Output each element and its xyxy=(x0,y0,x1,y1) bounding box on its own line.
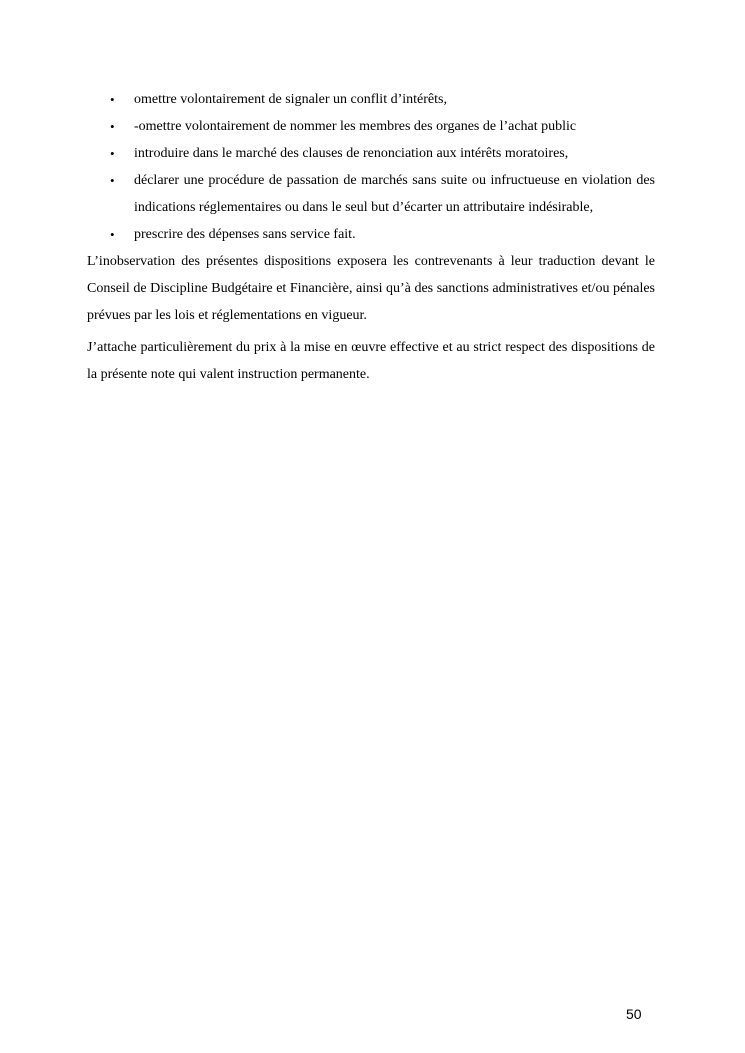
list-item xyxy=(87,167,655,221)
list-item-text: omettre volontairement de signaler un conflit d’intérêts, xyxy=(134,92,447,107)
page-content xyxy=(87,86,655,388)
list-item-text: introduire dans le marché des clauses de renonciation aux intérêts moratoires, xyxy=(134,146,569,161)
list-item-text: prescrire des dépenses sans service fait. xyxy=(134,227,356,242)
bullet-list xyxy=(87,86,655,248)
list-item-text: déclarer une procédure de passation de marchés sans suite ou infructueuse en violation des indications réglementaires ou dans le seul but d’écarter un attributaire indésirable, xyxy=(134,173,655,215)
paragraph-sanctions: L’inobservation des présentes dispositions exposera les contrevenants à leur traduction devant le Conseil de Discipline Budgétaire et Financière, ainsi qu’à des sanctions administratives et/ou pénales prévues par les lois et réglementations en vigueur. xyxy=(87,254,655,323)
bullet-icon: • xyxy=(110,173,115,188)
list-item xyxy=(87,140,655,167)
list-item xyxy=(87,113,655,140)
list-item xyxy=(87,86,655,113)
bullet-icon: • xyxy=(110,227,115,242)
bullet-icon: • xyxy=(110,119,115,134)
list-item xyxy=(87,221,655,248)
bullet-icon: • xyxy=(110,146,115,161)
bullet-icon: • xyxy=(110,92,115,107)
page-number: 50 xyxy=(626,1006,642,1022)
list-item-text: -omettre volontairement de nommer les membres des organes de l’achat public xyxy=(134,119,577,134)
paragraph-instruction: J’attache particulièrement du prix à la mise en œuvre effective et au strict respect des dispositions de la présente note qui valent instruction permanente. xyxy=(87,340,655,382)
